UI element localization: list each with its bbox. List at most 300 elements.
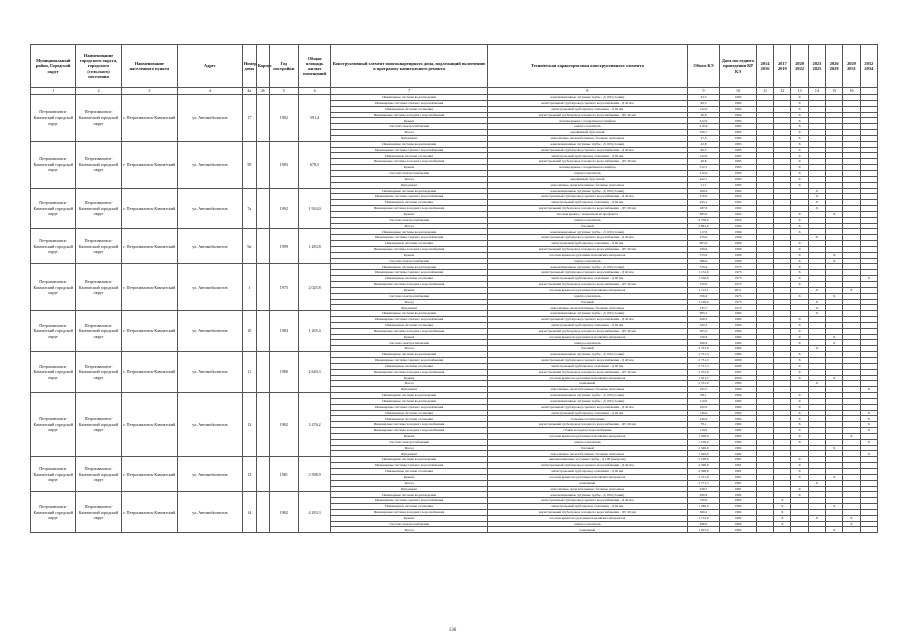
header-cell: Техническая характеристика конструктивного элемента — [487, 45, 687, 88]
volume-cell: 1 112,1 — [687, 287, 719, 293]
volume-cell: 515,0 — [687, 252, 719, 258]
period-2029-cell: X — [843, 521, 860, 527]
locality-cell: г. Петропавловск-Камчатский — [121, 492, 177, 533]
municipality-cell: Петропавловск-Камчатский городской округ — [31, 352, 76, 393]
period-2023-cell: X — [808, 206, 825, 212]
volume-cell: 152,0 — [687, 106, 719, 112]
last-repair-cell: 1982 — [720, 451, 757, 457]
element-cell: Инженерные системы отопления — [331, 241, 488, 247]
characteristic-cell: канализационные чугунные трубы - Д 100 (стояки) — [487, 352, 687, 358]
building-cell — [256, 188, 269, 229]
house-number-cell: 10 — [242, 311, 256, 352]
element-cell: Инженерные системы водоотведения — [331, 457, 488, 463]
volume-cell: 903,0 — [687, 241, 719, 247]
period-2020-cell: X — [791, 147, 808, 153]
last-repair-cell: 1984 — [720, 311, 757, 317]
period-2023-cell: X — [808, 188, 825, 194]
element-cell: Фасад — [331, 480, 488, 486]
period-2023-cell: X — [808, 381, 825, 387]
settlement-cell: Петропавловск-Камчатский городской округ — [76, 311, 121, 352]
period-2017-cell: X — [774, 521, 791, 527]
last-repair-cell: 1982 — [720, 492, 757, 498]
characteristic-cell: магистральный трубопровод холодного водоснабжения - ДУ 40 мм — [487, 246, 687, 252]
element-cell: Фасад — [331, 527, 488, 533]
table-header — [31, 45, 878, 95]
period-2023-cell: X — [808, 299, 825, 305]
last-repair-cell: 1992 — [720, 194, 757, 200]
element-cell: Инженерные системы водоотведения — [331, 264, 488, 270]
last-repair-cell: 1982 — [720, 439, 757, 445]
period-2020-cell: X — [791, 118, 808, 124]
characteristic-cell: монолитные, железобетонные, блочные ленточные — [487, 387, 687, 393]
characteristic-cell: электроосветитель — [487, 340, 687, 346]
period-2020-cell: X — [791, 100, 808, 106]
volume-cell: 4 398,9 — [687, 469, 719, 475]
address-cell: ул. Автомобилистов — [177, 393, 242, 457]
municipality-cell: Петропавловск-Камчатский городской округ — [31, 311, 76, 352]
characteristic-cell: плоская крыша из рулонных или мягких материалов — [487, 515, 687, 521]
period-2020-cell: X — [791, 176, 808, 182]
period-2020-cell: X — [791, 486, 808, 492]
element-cell: Система электроснабжения — [331, 170, 488, 176]
period-2020-cell: X — [791, 217, 808, 223]
period-2020-cell: X — [791, 170, 808, 176]
characteristic-cell: канализационные чугунные трубы - Д 100 (стояки) — [487, 393, 687, 399]
period-2032-cell: X — [860, 387, 877, 393]
last-repair-cell: 1982 — [720, 106, 757, 112]
period-2026-cell: X — [826, 375, 843, 381]
municipality-cell: Петропавловск-Камчатский городской округ — [31, 457, 76, 492]
last-repair-cell: 1982 — [720, 509, 757, 515]
characteristic-cell: магистральный трубопровод отопления - Д 40 мм — [487, 200, 687, 206]
element-cell: Инженерные системы холодного водоснабжения — [331, 422, 488, 428]
period-2032-cell: X — [860, 428, 877, 434]
characteristic-cell: монолитные, железобетонные, блочные ленточные — [487, 135, 687, 141]
element-cell: Система электроснабжения — [331, 293, 488, 299]
element-cell: Инженерные системы горячего водоснабжения — [331, 357, 488, 363]
volume-cell: 2 771,3 — [687, 480, 719, 486]
element-cell: Фасад — [331, 381, 488, 387]
last-repair-cell: 1992 — [720, 223, 757, 229]
last-repair-cell: 1983 — [720, 176, 757, 182]
characteristic-cell: монолитные, железобетонные, блочные ленточные — [487, 182, 687, 188]
element-cell: Крыша — [331, 375, 488, 381]
period-2020-cell: X — [791, 182, 808, 188]
last-repair-cell: 1982 — [720, 428, 757, 434]
last-repair-cell: 1975 — [720, 299, 757, 305]
last-repair-cell: 1982 — [720, 112, 757, 118]
period-2020-cell: X — [791, 165, 808, 171]
period-2017-cell: X — [774, 504, 791, 510]
volume-cell: 1 536,0 — [687, 276, 719, 282]
settlement-cell: Петропавловск-Камчатский городской округ — [76, 229, 121, 264]
period-2017-cell — [774, 527, 791, 533]
period-2020-cell: X — [791, 428, 808, 434]
element-cell: Инженерные системы горячего водоснабжения — [331, 270, 488, 276]
municipality-cell: Петропавловск-Камчатский городской округ — [31, 264, 76, 311]
settlement-cell: Петропавловск-Камчатский городской округ — [76, 141, 121, 188]
element-cell: Инженерные системы холодного водоснабжения — [331, 509, 488, 515]
period-2020-cell: X — [791, 474, 808, 480]
period-2032-cell: X — [860, 439, 877, 445]
period-2020-cell: X — [791, 410, 808, 416]
period-2026-cell: X — [826, 211, 843, 217]
characteristic-cell: монолитные, железобетонные, блочные ленточные — [487, 451, 687, 457]
period-2020-cell: X — [791, 457, 808, 463]
element-cell: Система электроснабжения — [331, 340, 488, 346]
element-cell: Фасад — [331, 176, 488, 182]
header-row — [31, 45, 878, 88]
characteristic-cell: магистральный трубопровод горячего водоснабжения - Д 40 мм — [487, 463, 687, 469]
building-cell — [256, 95, 269, 142]
characteristic-cell: магистральный трубопровод холодного водоснабжения - ДУ 40 мм — [487, 422, 687, 428]
header-cell: 2017 2019 — [774, 45, 791, 88]
element-cell: Инженерные системы водоотведения — [331, 229, 488, 235]
capital-repair-table — [30, 44, 878, 533]
period-2026-cell: X — [826, 340, 843, 346]
last-repair-cell: 2009 — [720, 357, 757, 363]
volume-cell: 1 289,0 — [687, 504, 719, 510]
last-repair-cell: 2011 — [720, 287, 757, 293]
period-2020-cell: X — [791, 357, 808, 363]
build-year-cell: 1992 — [269, 188, 298, 229]
element-cell: Инженерные системы холодного водоснабжения — [331, 369, 488, 375]
period-2032-cell: X — [860, 451, 877, 457]
element-cell: Крыша — [331, 515, 488, 521]
element-cell: Крыша — [331, 334, 488, 340]
last-repair-cell: 1984 — [720, 334, 757, 340]
last-repair-cell: 1982 — [720, 527, 757, 533]
volume-cell: 720,9 — [687, 334, 719, 340]
header-cell: Наименование городского округа, городского (сельского) поселения — [76, 45, 121, 88]
address-cell: ул. Автомобилистов — [177, 352, 242, 393]
element-cell: Инженерные системы отопления — [331, 410, 488, 416]
period-2026-cell: X — [826, 252, 843, 258]
element-cell: Крыша — [331, 287, 488, 293]
period-2020-cell: X — [791, 293, 808, 299]
characteristic-cell: монолитные, железобетонные, блочные ленточные — [487, 486, 687, 492]
period-2017-cell: X — [774, 509, 791, 515]
house-number-cell: 17 — [242, 95, 256, 142]
address-cell: ул. Автомобилистов — [177, 311, 242, 352]
volume-cell: 320,3 — [687, 322, 719, 328]
settlement-cell: Петропавловск-Камчатский городской округ — [76, 492, 121, 533]
living-area-cell: 3 398,9 — [298, 457, 330, 492]
characteristic-cell: скатная крыша с покрытием из шифера — [487, 165, 687, 171]
volume-cell: 1 109,0 — [687, 439, 719, 445]
build-year-cell: 1981 — [269, 457, 298, 492]
element-cell: Инженерные системы водоотведения — [331, 352, 488, 358]
volume-cell: 360,9 — [687, 340, 719, 346]
address-cell: ул. Автомобилистов — [177, 457, 242, 492]
column-number — [860, 88, 877, 95]
period-2020-cell: X — [791, 211, 808, 217]
volume-cell: 3 199,0 — [687, 299, 719, 305]
volume-cell: 43,3 — [687, 95, 719, 101]
period-2020-cell: X — [791, 229, 808, 235]
volume-cell: 2 731,3 — [687, 357, 719, 363]
volume-cell: 245,1 — [687, 200, 719, 206]
address-cell: ул. Автомобилистов — [177, 188, 242, 229]
characteristic-cell: электроосветитель — [487, 439, 687, 445]
last-repair-cell: 1982 — [720, 521, 757, 527]
volume-cell: 270,0 — [687, 194, 719, 200]
element-cell: Инженерные системы горячего водоснабжения — [331, 463, 488, 469]
last-repair-cell: 1984 — [720, 328, 757, 334]
element-cell: Инженерные системы холодного водоснабжения — [331, 159, 488, 165]
characteristic-cell: магистральный трубопровод горячего водоснабжения - Д 40 мм — [487, 404, 687, 410]
volume-cell: 46,8 — [687, 159, 719, 165]
element-cell: Крыша — [331, 433, 488, 439]
header-cell: 2020 2022 — [791, 45, 808, 88]
last-repair-cell: 1992 — [720, 206, 757, 212]
locality-cell: г. Петропавловск-Камчатский — [121, 141, 177, 188]
last-repair-cell: 1992 — [720, 188, 757, 194]
period-2020-cell: X — [791, 422, 808, 428]
volume-cell: 328,7 — [687, 486, 719, 492]
characteristic-cell: канализационные чугунные трубы - Д 100 (стояки) — [487, 311, 687, 317]
house-number-cell: 11 — [242, 352, 256, 393]
header-cell: Год постройки — [269, 45, 298, 88]
characteristic-cell: канализационные чугунные трубы - Д 100 (стояки) — [487, 229, 687, 235]
characteristic-cell: магистральный трубопровод отопления - Д 40 мм — [487, 276, 687, 282]
volume-cell: 369,0 — [687, 188, 719, 194]
characteristic-cell: магистральный трубопровод отопления - Д 40 мм — [487, 153, 687, 159]
characteristic-cell: плоская крыша из рулонных или мягких материалов — [487, 375, 687, 381]
volume-cell: 1 049,0 — [687, 451, 719, 457]
period-2014-cell — [756, 527, 773, 533]
characteristic-cell: магистральный трубопровод холодного водоснабжения - ДУ 40 мм — [487, 159, 687, 165]
build-year-cell: 1983 — [269, 141, 298, 188]
volume-cell: 512,1 — [687, 165, 719, 171]
period-2026-cell: X — [826, 334, 843, 340]
characteristic-cell: скатная крыша с покрытием из шифера — [487, 118, 687, 124]
element-cell: Фасад — [331, 223, 488, 229]
element-cell: Фасад — [331, 346, 488, 352]
element-cell: Инженерные системы холодного водоснабжения — [331, 206, 488, 212]
column-number: 13 — [791, 88, 808, 95]
volume-cell: 1 501,5 — [687, 375, 719, 381]
locality-cell: г. Петропавловск-Камчатский — [121, 264, 177, 311]
locality-cell: г. Петропавловск-Камчатский — [121, 393, 177, 457]
period-2020-cell: X — [791, 264, 808, 270]
volume-cell: 2 731,3 — [687, 352, 719, 358]
last-repair-cell: 1982 — [720, 130, 757, 136]
volume-cell: 205,5 — [687, 328, 719, 334]
element-cell: Инженерные системы водоотведения — [331, 492, 488, 498]
column-number: 4а — [242, 88, 256, 95]
period-2020-cell: X — [791, 393, 808, 399]
address-cell: ул. Автомобилистов — [177, 95, 242, 142]
settlement-cell: Петропавловск-Камчатский городской округ — [76, 393, 121, 457]
element-cell: Инженерные системы отопления — [331, 200, 488, 206]
building-cell — [256, 264, 269, 311]
period-2020-cell: X — [791, 241, 808, 247]
period-2023-cell: X — [808, 346, 825, 352]
last-repair-cell: 1982 — [720, 393, 757, 399]
characteristic-cell: электроосветитель — [487, 124, 687, 130]
last-repair-cell: 1982 — [720, 410, 757, 416]
build-year-cell: 1975 — [269, 264, 298, 311]
living-area-cell: 1 924,0 — [298, 188, 330, 229]
last-repair-cell: 1983 — [720, 147, 757, 153]
period-2020-cell: X — [791, 159, 808, 165]
volume-cell: 360,0 — [687, 509, 719, 515]
last-repair-cell: 1999 — [720, 241, 757, 247]
column-number: 12 — [774, 88, 791, 95]
municipality-cell: Петропавловск-Камчатский городской округ — [31, 492, 76, 533]
header-cell: Общая площадь жилых помещений — [298, 45, 330, 88]
period-2020-cell: X — [791, 416, 808, 422]
period-2023-cell: X — [808, 287, 825, 293]
period-2020-cell: X — [791, 270, 808, 276]
volume-cell: 2 731,3 — [687, 363, 719, 369]
last-repair-cell: 1983 — [720, 153, 757, 159]
volume-cell: 1 025,2 — [687, 527, 719, 533]
period-2020-cell: X — [791, 328, 808, 334]
last-repair-cell: 1984 — [720, 340, 757, 346]
locality-cell: г. Петропавловск-Камчатский — [121, 311, 177, 352]
column-number: 1 — [31, 88, 76, 95]
period-2020-cell: X — [791, 352, 808, 358]
volume-cell: 326,7 — [687, 130, 719, 136]
volume-cell: 356,0 — [687, 293, 719, 299]
house-number-cell: 7а — [242, 188, 256, 229]
header-cell: 2014 2016 — [756, 45, 773, 88]
settlement-cell: Петропавловск-Камчатский городской округ — [76, 95, 121, 142]
characteristic-cell: панельный — [487, 527, 687, 533]
period-2032-cell: X — [860, 416, 877, 422]
element-cell: Система электроснабжения — [331, 439, 488, 445]
volume-cell: 78,1 — [687, 422, 719, 428]
column-number: 4 — [177, 88, 242, 95]
address-cell: ул. Автомобилистов — [177, 264, 242, 311]
header-cell: Объем КЭ — [687, 45, 719, 88]
last-repair-cell: 1982 — [720, 124, 757, 130]
column-number: 2 — [76, 88, 121, 95]
period-2023-cell: X — [808, 480, 825, 486]
last-repair-cell: 1980 — [720, 387, 757, 393]
element-cell: Крыша — [331, 165, 488, 171]
build-year-cell: 1984 — [269, 311, 298, 352]
settlement-cell: Петропавловск-Камчатский городской округ — [76, 352, 121, 393]
element-cell: Фундамент — [331, 486, 488, 492]
element-cell: Фундамент — [331, 451, 488, 457]
element-cell: Инженерные системы водоотведения — [331, 311, 488, 317]
last-repair-cell: 1999 — [720, 229, 757, 235]
volume-cell: 576,0 — [687, 264, 719, 270]
characteristic-cell: магистральный трубопровод отопления - Д 40 мм — [487, 241, 687, 247]
period-2020-cell: X — [791, 334, 808, 340]
settlement-cell: Петропавловск-Камчатский городской округ — [76, 264, 121, 311]
building-cell — [256, 393, 269, 457]
period-2020-cell: X — [791, 223, 808, 229]
building-cell — [256, 141, 269, 188]
element-cell: Система электроснабжения — [331, 258, 488, 264]
period-2032-cell: X — [860, 410, 877, 416]
volume-cell: 117,0 — [687, 229, 719, 235]
last-repair-cell: 1982 — [720, 398, 757, 404]
column-number: 9 — [687, 88, 719, 95]
characteristic-cell: канализационные чугунные трубы - Д 100 (стояки) — [487, 188, 687, 194]
volume-cell: 136,0 — [687, 410, 719, 416]
last-repair-cell: 1975 — [720, 282, 757, 288]
municipality-cell: Петропавловск-Камчатский городской округ — [31, 229, 76, 264]
period-2020-cell: X — [791, 340, 808, 346]
column-number: 4б — [256, 88, 269, 95]
last-repair-cell: 1992 — [720, 211, 757, 217]
element-cell: Инженерные системы холодного водоснабжения — [331, 328, 488, 334]
element-cell: Крыша — [331, 211, 488, 217]
volume-cell: 110,0 — [687, 398, 719, 404]
volume-cell: 1 132,0 — [687, 515, 719, 521]
period-2020-cell: X — [791, 106, 808, 112]
living-area-cell: 2 025,8 — [298, 264, 330, 311]
period-2026-cell: X — [826, 474, 843, 480]
last-repair-cell: 1981 — [720, 474, 757, 480]
period-2032-cell: X — [860, 276, 877, 282]
volume-cell: 720,0 — [687, 498, 719, 504]
characteristic-cell: плоская крыша из рулонных или мягких материалов — [487, 334, 687, 340]
characteristic-cell: магистральный трубопровод горячего водоснабжения - Д 40 мм — [487, 194, 687, 200]
locality-cell: г. Петропавловск-Камчатский — [121, 352, 177, 393]
last-repair-cell: 1980 — [720, 352, 757, 358]
house-number-cell: 1 — [242, 264, 256, 311]
period-2020-cell: X — [791, 282, 808, 288]
characteristic-cell: электроосветитель — [487, 170, 687, 176]
volume-cell: 5 198,9 — [687, 457, 719, 463]
last-repair-cell: 1982 — [720, 416, 757, 422]
period-2020-cell: X — [791, 95, 808, 101]
period-2029-cell: X — [843, 433, 860, 439]
last-repair-cell: 1982 — [720, 95, 757, 101]
house-number-cell: 14 — [242, 492, 256, 533]
characteristic-cell: плоская крыша из рулонных или мягких материалов — [487, 252, 687, 258]
volume-cell: 1 300,0 — [687, 433, 719, 439]
period-2023-cell: X — [808, 515, 825, 521]
characteristic-cell: магистральный трубопровод горячего водоснабжения - Д 40 мм — [487, 100, 687, 106]
period-2032-cell: X — [860, 422, 877, 428]
characteristic-cell: плоская крыша с покрытием из профлиста — [487, 211, 687, 217]
characteristic-cell: электроосветитель — [487, 258, 687, 264]
last-repair-cell: 1982 — [720, 422, 757, 428]
period-2020-cell: X — [791, 463, 808, 469]
element-cell: Крыша — [331, 118, 488, 124]
last-repair-cell: 1983 — [720, 182, 757, 188]
period-2020-cell — [791, 527, 808, 533]
last-repair-cell: 1975 — [720, 305, 757, 311]
characteristic-cell: электроосветитель — [487, 217, 687, 223]
period-2023-cell: X — [808, 311, 825, 317]
settlement-cell: Петропавловск-Камчатский городской округ — [76, 188, 121, 229]
element-cell: Инженерные системы отопления — [331, 276, 488, 282]
municipality-cell: Петропавловск-Камчатский городской округ — [31, 141, 76, 188]
period-2023-cell: X — [808, 194, 825, 200]
volume-cell: 326,3 — [687, 317, 719, 323]
characteristic-cell: деревянный, брусчатый — [487, 130, 687, 136]
volume-cell: 422,1 — [687, 176, 719, 182]
volume-cell: 1 152,0 — [687, 270, 719, 276]
characteristic-cell: блочный — [487, 346, 687, 352]
element-cell: Инженерные системы горячего водоснабжения — [331, 235, 488, 241]
element-cell: Инженерные системы холодного водоснабжения — [331, 112, 488, 118]
element-cell: Инженерные системы горячего водоснабжения — [331, 147, 488, 153]
living-area-cell: 2 640,3 — [298, 352, 330, 393]
period-2020-cell: X — [791, 492, 808, 498]
characteristic-cell: канализационные чугунные трубы - Д 100 (стояки) — [487, 95, 687, 101]
header-cell: 2032 2034 — [860, 45, 877, 88]
period-2026-cell: X — [826, 445, 843, 451]
